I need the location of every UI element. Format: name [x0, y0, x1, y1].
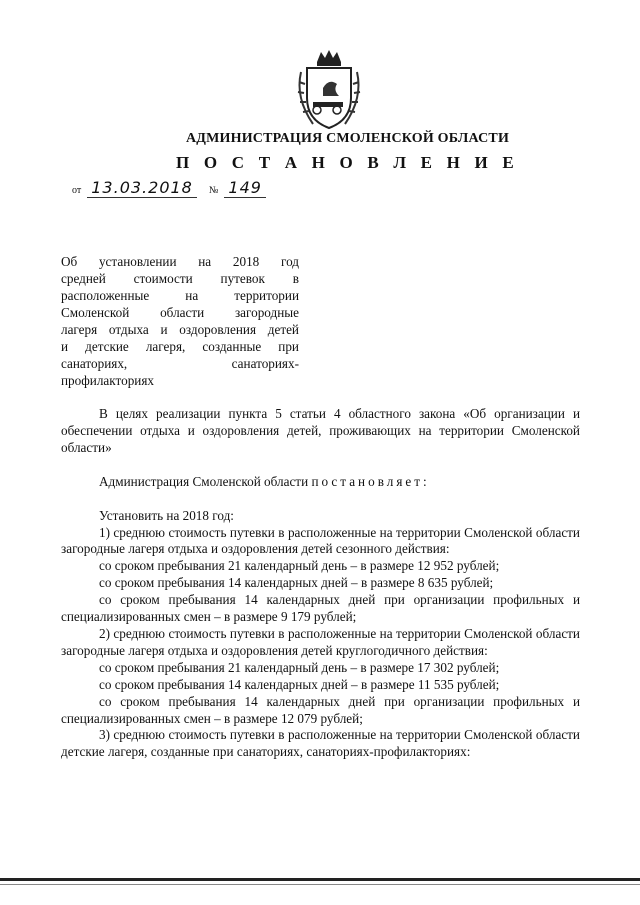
document-body: [61, 406, 580, 761]
item-3: 3) среднюю стоимость путевки в расположенные на территории Смоленской области детские лагеря, созданные при санаториях, санаториях-профилакториях:: [61, 727, 580, 760]
item-1-c: со сроком пребывания 14 календарных дней при организации профильных и специализированных смен – в размере 9 179 рублей;: [61, 592, 580, 625]
subject-line: Смоленской области загородные: [61, 305, 299, 320]
subject-line: санаториях, санаториях-: [61, 356, 299, 371]
item-2: 2) среднюю стоимость путевки в расположенные на территории Смоленской области загородные лагеря отдыха и оздоровления детей круглогодичного действия:: [61, 625, 580, 658]
subject-line: лагеря отдыха и оздоровления детей: [61, 322, 299, 337]
date-number-line: [72, 178, 266, 197]
preamble-paragraph: В целях реализации пункта 5 статьи 4 областного закона «Об организации и обеспечении отдыха и оздоровления детей, проживающих на территории Смоленской области»: [61, 406, 580, 455]
subject-block: [61, 253, 299, 389]
subject-line: средней стоимости путевок в: [61, 271, 299, 286]
number-prefix: №: [208, 185, 219, 196]
resolves-prefix: Администрация Смоленской области: [99, 473, 312, 489]
subject-line: профилакториях: [61, 373, 155, 388]
organization-title: АДМИНИСТРАЦИЯ СМОЛЕНСКОЙ ОБЛАСТИ: [185, 131, 510, 146]
document-type-title: П О С Т А Н О В Л Е Н И Е: [176, 153, 519, 172]
date-prefix: от: [72, 185, 82, 196]
subject-line: и детские лагеря, созданные при: [61, 339, 299, 354]
resolves-word: постановляет:: [311, 473, 430, 489]
subject-line: Об установлении на 2018 год: [61, 254, 299, 269]
item-2-c: со сроком пребывания 14 календарных дней при организации профильных и специализированных смен – в размере 12 079 рублей;: [61, 693, 580, 726]
subject-line: расположенные на территории: [61, 288, 299, 303]
page-bottom-border-thin: [0, 884, 640, 885]
item-1-a: со сроком пребывания 21 календарный день – в размере 12 952 рублей;: [99, 558, 500, 574]
resolves-paragraph: [61, 474, 580, 491]
coat-of-arms-icon: [293, 48, 365, 132]
item-1: 1) среднюю стоимость путевки в расположенные на территории Смоленской области загородные лагеря отдыха и оздоровления детей сезонного действия:: [61, 524, 580, 557]
date-value: 13.03.2018: [87, 178, 197, 198]
item-2-a: со сроком пребывания 21 календарный день – в размере 17 302 рублей;: [99, 659, 500, 675]
page-bottom-border: [0, 878, 640, 881]
item-2-b: со сроком пребывания 14 календарных дней – в размере 11 535 рублей;: [99, 676, 500, 692]
item-1-b: со сроком пребывания 14 календарных дней – в размере 8 635 рублей;: [99, 575, 494, 591]
number-value: 149: [224, 178, 266, 198]
establish-paragraph: Установить на 2018 год:: [99, 507, 234, 523]
